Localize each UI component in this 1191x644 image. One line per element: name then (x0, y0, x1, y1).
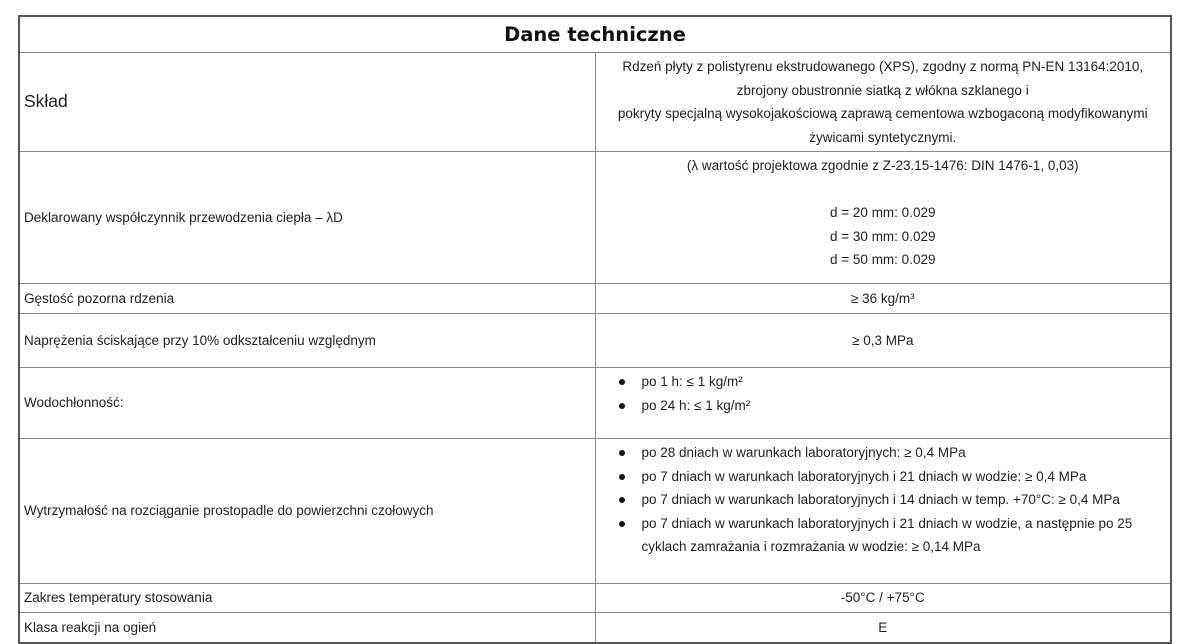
list-item: po 28 dniach w warunkach laboratoryjnych: ≥ 0,4 MPa (642, 441, 1167, 465)
row-label-tensile: Wytrzymałość na rozciąganie prostopadle do powierzchni czołowych (19, 439, 595, 584)
value-line: pokryty specjalną wysokojakościową zaprawą cementowa wzbogaconą modyfikowanymi żywicami syntetycznymi. (617, 106, 1148, 145)
table-row (19, 439, 1171, 584)
table-row (19, 613, 1171, 643)
bullet-list (616, 370, 1167, 417)
list-item: po 7 dniach w warunkach laboratoryjnych i 21 dniach w wodzie, a następnie po 25 cyklach zamrażania i rozmrażania w wodzie: ≥ 0,14 MPa (642, 512, 1167, 559)
row-label-sklad: Skład (19, 53, 595, 152)
list-item: po 7 dniach w warunkach laboratoryjnych i 21 dniach w wodzie: ≥ 0,4 MPa (642, 465, 1167, 489)
value-line: Rdzeń płyty z polistyrenu ekstrudowanego (XPS), zgodny z normą PN-EN 13164:2010, zbrojony obustronnie siatką z włókna szklanego i (622, 59, 1144, 98)
row-label-fire-class: Klasa reakcji na ogień (19, 613, 595, 643)
row-value-temperature: -50°C / +75°C (595, 584, 1171, 613)
row-value-absorption (595, 368, 1171, 439)
row-value-density: ≥ 36 kg/m³ (595, 284, 1171, 314)
technical-data-table (18, 15, 1172, 644)
table-title: Dane techniczne (19, 16, 1171, 53)
row-value-sklad (595, 53, 1171, 152)
row-label-density: Gęstość pozorna rdzenia (19, 284, 595, 314)
list-item: po 1 h: ≤ 1 kg/m² (642, 370, 1167, 394)
table-row (19, 152, 1171, 284)
list-item: po 7 dniach w warunkach laboratoryjnych i 14 dniach w temp. +70°C: ≥ 0,4 MPa (642, 488, 1167, 512)
row-label-compressive: Naprężenia ściskające przy 10% odkształceniu względnym (19, 314, 595, 368)
list-item: po 24 h: ≤ 1 kg/m² (642, 394, 1167, 418)
row-label-temperature: Zakres temperatury stosowania (19, 584, 595, 613)
row-value-lambda (595, 152, 1171, 284)
table-row (19, 584, 1171, 613)
value-line: d = 50 mm: 0.029 (830, 252, 936, 267)
row-value-compressive: ≥ 0,3 MPa (595, 314, 1171, 368)
bullet-list (616, 441, 1167, 559)
spec-table-wrapper (18, 15, 1172, 644)
value-line: d = 30 mm: 0.029 (830, 228, 936, 244)
table-row (19, 284, 1171, 314)
value-line: d = 20 mm: 0.029 (830, 205, 936, 220)
row-value-fire-class: E (595, 613, 1171, 643)
table-title-row (19, 16, 1171, 53)
row-value-tensile (595, 439, 1171, 584)
row-label-absorption: Wodochłonność: (19, 368, 595, 439)
value-note: (λ wartość projektowa zgodnie z Z-23.15-1476: DIN 1476-1, 0,03) (686, 158, 1079, 173)
row-label-lambda: Deklarowany współczynnik przewodzenia ciepła – λD (19, 152, 595, 284)
table-row (19, 53, 1171, 152)
table-row (19, 368, 1171, 439)
table-row (19, 314, 1171, 368)
